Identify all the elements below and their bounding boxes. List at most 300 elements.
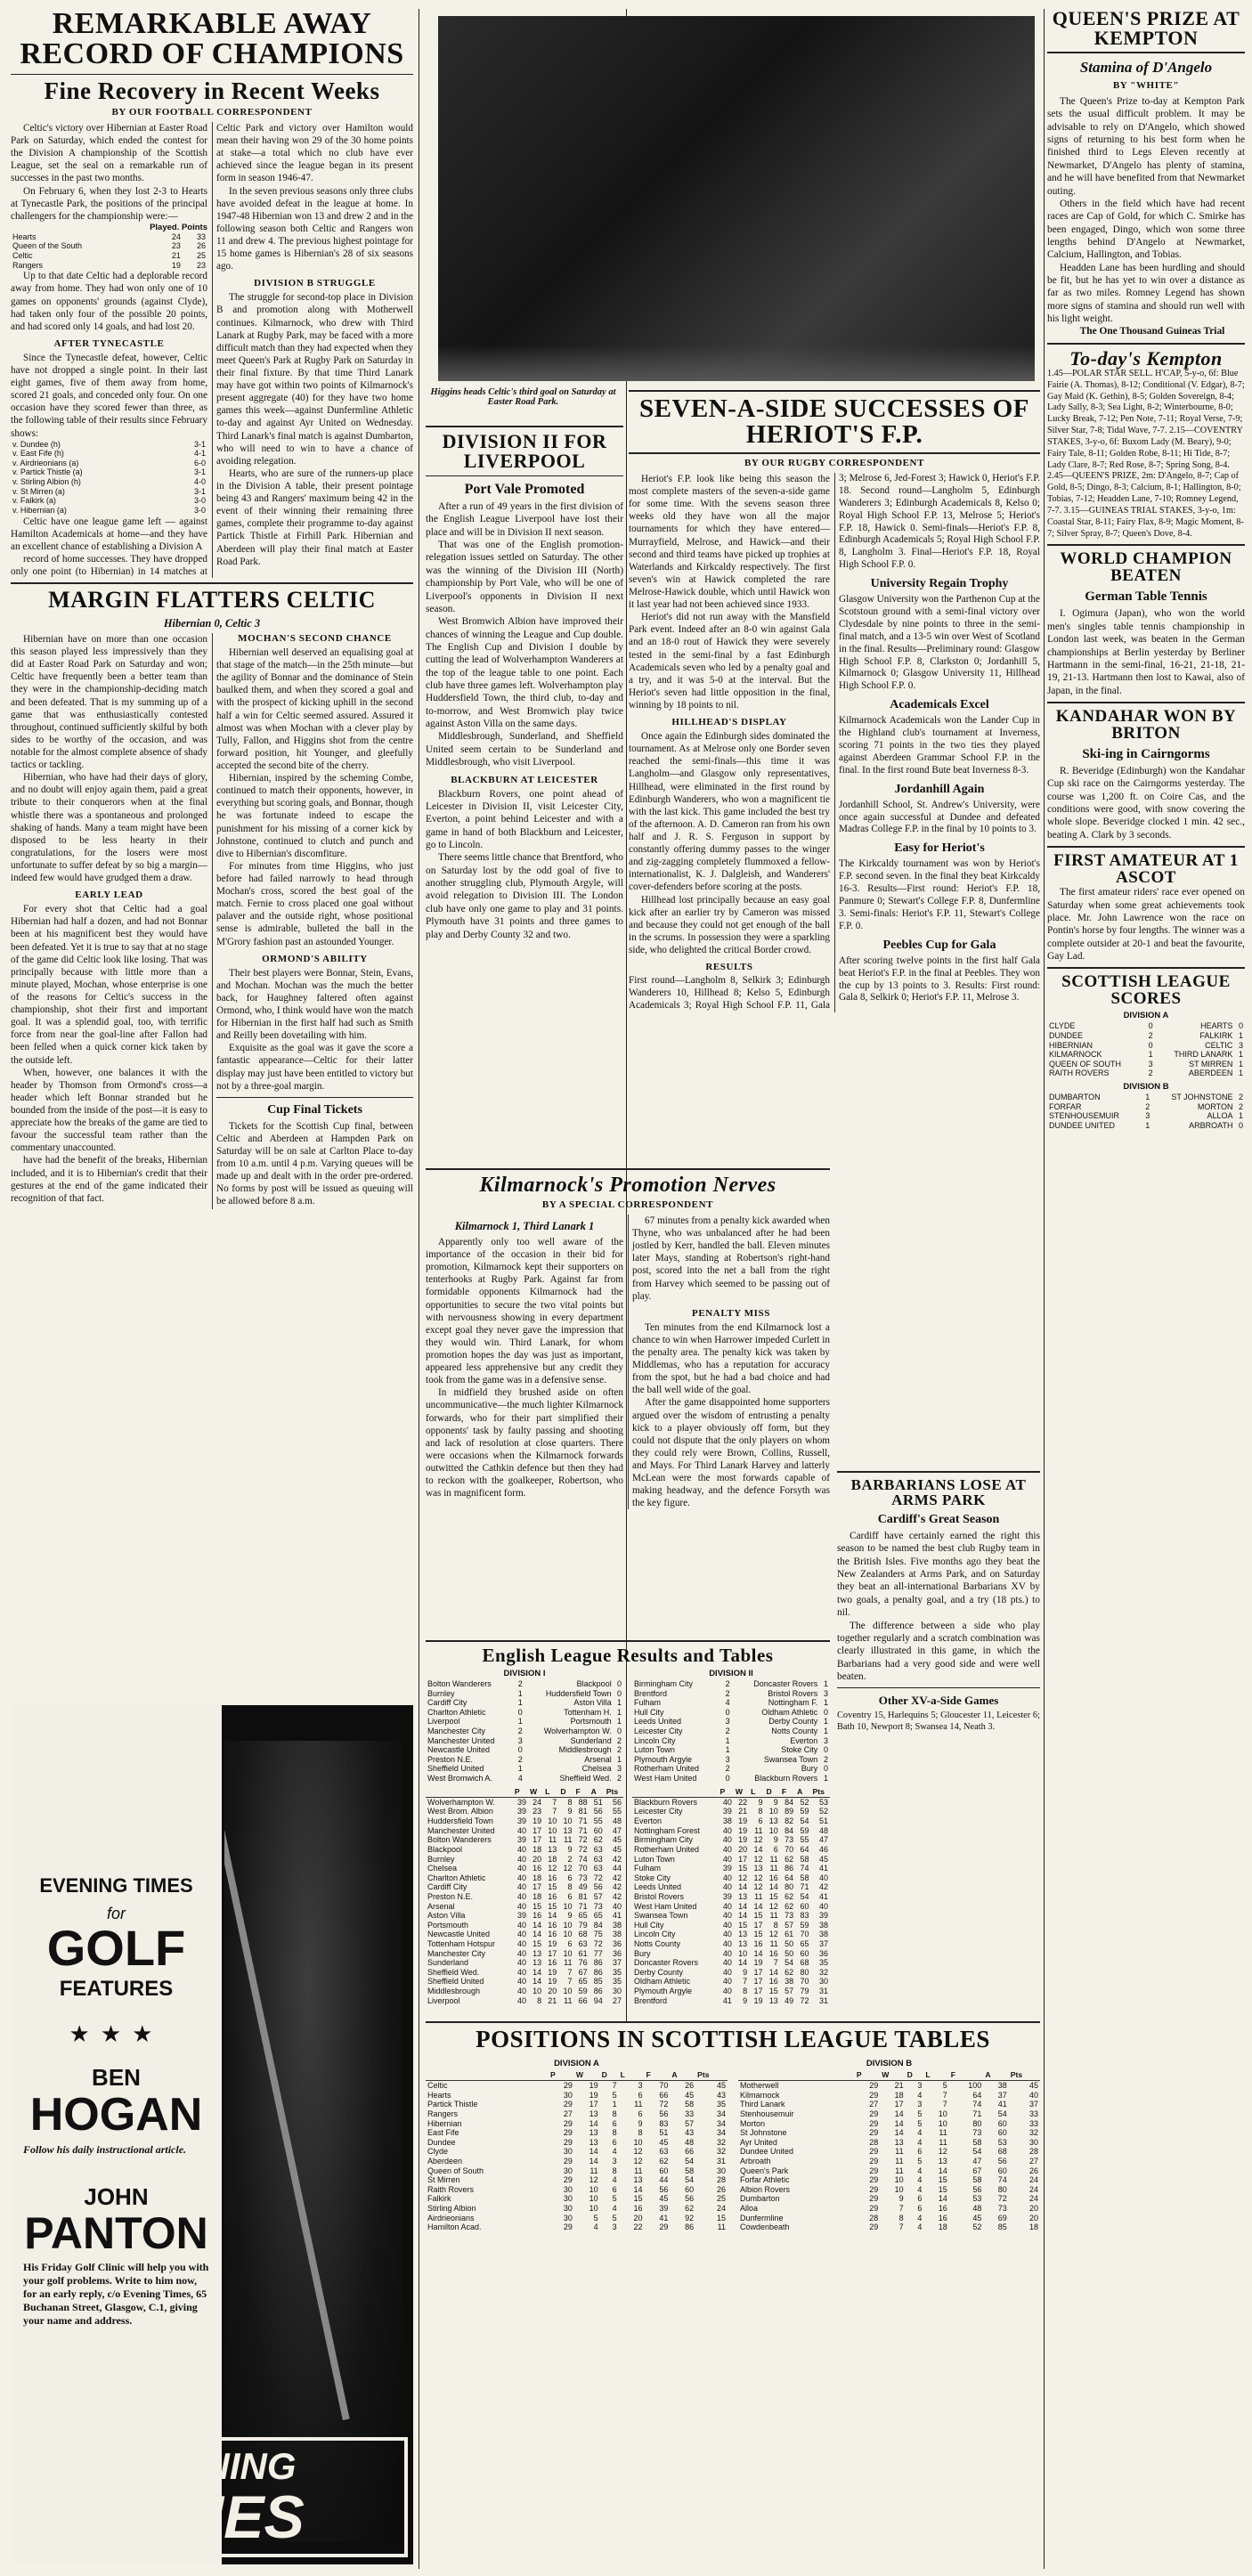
table-cell: 33 — [196, 232, 206, 241]
table-cell: 37 — [1028, 2100, 1038, 2109]
table-cell: Liverpool — [427, 1717, 460, 1727]
table-cell: Preston N.E. — [427, 1891, 474, 1901]
table-cell: 47 — [612, 1825, 622, 1835]
byline: BY OUR FOOTBALL CORRESPONDENT — [111, 107, 313, 118]
table-cell: Everton — [790, 1735, 818, 1745]
table-cell: 100 — [968, 2081, 982, 2091]
column-header: F — [573, 1786, 589, 1798]
table-row — [632, 1816, 830, 1826]
table-cell: Notts County — [771, 1727, 818, 1736]
table-cell: Lincoln City — [634, 1930, 676, 1939]
result-row — [11, 477, 207, 487]
table-cell: 40 — [517, 1891, 527, 1901]
table-cell: Aston Villa — [427, 1911, 466, 1921]
result-row — [426, 1774, 623, 1784]
table-cell: 11 — [634, 2166, 643, 2175]
table-cell: 11 — [548, 1835, 557, 1845]
table-cell: 83 — [800, 1911, 809, 1921]
table-cell: 12 — [753, 1835, 763, 1845]
table-row — [426, 1816, 623, 1826]
paragraph: After the game disappointed home supporters argued over the wisdom of entrusting a penalty kick to a player obviously off form, but they could not dispute that the only players on whom they could rely were Brown, Collins, Russell, and Mays. For Third Lanark Harvey and latterly McLean were the most forwards capable of making headway, and the defence Forsyth was the key figure. — [632, 1397, 830, 1509]
table-cell: Manchester City — [427, 1727, 486, 1736]
table-cell: 4 — [612, 2204, 617, 2214]
column-header: A — [795, 1786, 810, 1798]
table-cell: Sheffield Wed. — [559, 1774, 612, 1784]
result-row — [632, 1708, 830, 1718]
table-cell: 18 — [533, 1844, 542, 1854]
evening-times-golf-advert[interactable] — [11, 1705, 413, 2564]
table-cell: 8 — [898, 2213, 904, 2223]
paragraph: When, however, one balances it with the header by Thomson from Ormond's cross—a header which left Bonnar stranded but he bounded from the inside of the post—it is easy to appreciate how the breaks of the game are tied to favour the successful team rather than the commentary unaccounted. — [11, 1067, 207, 1154]
table-row — [738, 2223, 1040, 2232]
column-header — [632, 1786, 719, 1798]
table-cell: 25 — [716, 2194, 726, 2204]
table-cell: 4 — [917, 2166, 923, 2175]
table-row — [426, 2175, 728, 2185]
subheading: MOCHAN'S SECOND CHANCE — [238, 633, 392, 645]
table-cell: 25 — [196, 251, 206, 261]
table-cell: 40 — [722, 1958, 732, 1968]
table-cell: DUNDEE — [1049, 1030, 1084, 1040]
table-row — [426, 1845, 623, 1855]
paragraph: Hibernian, who have had their days of glory, and no doubt will enjoy again them, paid a great tribute to their conquerors when at the final whistle there was a spontaneous and prolonged shaking of hands. Many a team might have been disposed to be less hearty in their congratulations, for the losers were most unfortunate to suffer defeat by so big a margin—indeed few would have grudged them a draw. — [11, 772, 207, 884]
table-cell: v. Partick Thistle (a) — [12, 467, 83, 477]
table-row — [632, 1864, 830, 1873]
table-cell: 60 — [593, 1825, 603, 1835]
paragraph: There seems little chance that Brentford, who on Saturday lost by the odd goal of five to another struggling club, Plymouth Argyle, will avoid relegation to Division III. The London club have only one game to play and 31 points. Plymouth have 31 points and three games to play and Derby County 32 and two. — [426, 852, 623, 940]
subheading: Easy for Heriot's — [894, 841, 985, 856]
table-row — [426, 1902, 623, 1912]
paragraph: Their best players were Bonnar, Stein, Evans, and Mochan. Mochan was the much the better back, for Haughney faltered often against Ormond, who, I think would have won the match for Hibernian in the first half had such as Smith and Reilly been dovetailing with him. — [216, 967, 413, 1042]
table-cell: 30 — [563, 2166, 573, 2175]
scottish-divisions — [426, 2055, 1040, 2232]
table-cell: 33 — [1028, 2118, 1038, 2128]
column-header: Pts — [605, 1786, 623, 1798]
table-cell: 8 — [743, 1987, 748, 1996]
table-cell: ALLOA — [1207, 1111, 1233, 1121]
table-cell: 40 — [517, 1825, 527, 1835]
table-cell: 11 — [939, 2128, 947, 2138]
table-cell: 16 — [768, 1948, 778, 1958]
table-row — [632, 1826, 830, 1836]
table-cell: 39 — [722, 1807, 732, 1816]
table-cell: Charlton Athletic — [427, 1873, 486, 1882]
table-cell: 42 — [612, 1854, 622, 1864]
table-cell: 10 — [563, 1920, 573, 1930]
result-row — [632, 1717, 830, 1727]
table-cell: 1 — [1238, 1050, 1243, 1060]
table-cell: 11 — [754, 1825, 763, 1835]
table-cell: 0 — [616, 1688, 622, 1698]
table-row — [738, 2147, 1040, 2157]
match-report — [11, 633, 413, 1209]
table-cell: 59 — [578, 1987, 588, 1996]
table-cell: 1 — [517, 1717, 523, 1727]
paragraph: Coventry 15, Harlequins 5; Gloucester 11, Leicester 6; Bath 10, Newport 8; Swansea 14, Neath 3. — [837, 1711, 1040, 1733]
table-cell: 48 — [972, 2204, 982, 2214]
table-cell: 86 — [593, 1967, 603, 1977]
table-cell: 67 — [972, 2166, 982, 2175]
paragraph: Up to that date Celtic had a deplorable record away from home. They had won only one of 10 games on opponents' grounds (against Clyde), had taken only four of the possible 20 points, and had scored only 14 goals, and had lost 20. — [11, 271, 207, 332]
table-cell: 17 — [753, 1977, 763, 1987]
table-cell: 3-0 — [193, 505, 206, 515]
score-row — [1047, 1050, 1245, 1060]
table-cell: 6 — [917, 2147, 923, 2157]
table-row — [426, 1864, 623, 1873]
subhead-port-vale: Port Vale Promoted — [464, 482, 585, 497]
table-cell: 40 — [722, 1938, 732, 1948]
table-cell: 13 — [738, 1891, 748, 1901]
table-cell: Huddersfield Town — [545, 1688, 612, 1698]
standings-row — [11, 241, 207, 251]
table-cell: 29 — [869, 2175, 879, 2185]
paragraph: The first amateur riders' race ever opened on Saturday when some great achievements took place. Mr. John Lawrence won the race on Pontin's horse by four lengths. The winner was a complete outsider at 20-1 and beat the favourite, Gay Lad. — [1047, 887, 1245, 962]
paragraph: Jordanhill School, St. Andrew's University, were once again successful at Dundee and defeated Madras College F.P. in the final by 10 points to 3. — [839, 799, 1040, 835]
table-cell: 7 — [898, 2223, 904, 2232]
table-cell: 55 — [800, 1835, 809, 1845]
table-cell: 17 — [548, 1948, 557, 1958]
table-cell: 9 — [773, 1797, 778, 1807]
table-row — [426, 2081, 728, 2091]
table-row — [632, 1873, 830, 1883]
table-cell: Bolton Wanderers — [427, 1835, 492, 1845]
table-cell: 14 — [589, 2118, 598, 2128]
table-cell: 59 — [800, 1807, 809, 1816]
table-cell: 16 — [753, 1938, 763, 1948]
table-cell: DUMBARTON — [1049, 1092, 1101, 1101]
table-cell: 62 — [785, 1901, 794, 1911]
table-cell: Huddersfield Town — [427, 1816, 493, 1826]
table-cell: 40 — [612, 1901, 622, 1911]
table-cell: 4-0 — [193, 477, 206, 487]
celtic-section — [11, 9, 413, 1696]
table-cell: 3-1 — [193, 486, 206, 496]
table-cell: 17 — [738, 1854, 748, 1864]
table-cell: 40 — [517, 1977, 527, 1987]
table-cell: 46 — [818, 1844, 828, 1854]
table-cell: 12 — [563, 1864, 573, 1873]
standings-table — [11, 232, 207, 270]
result-row — [426, 1708, 623, 1718]
logo-evening: EVENING — [127, 2445, 297, 2487]
table-cell: 75 — [593, 1930, 603, 1939]
table-cell: FORFAR — [1049, 1101, 1082, 1111]
table-cell: 0 — [1238, 1021, 1243, 1031]
table-cell: 39 — [517, 1807, 527, 1816]
table-cell: 72 — [800, 1995, 809, 2005]
table-cell: 1 — [517, 1688, 523, 1698]
table-cell: West Ham United — [634, 1774, 697, 1784]
table-cell: 1 — [616, 1707, 622, 1717]
division-title: DIVISION B — [1123, 1081, 1169, 1092]
table-cell: 65 — [800, 1938, 809, 1948]
table-cell: 14 — [738, 1901, 748, 1911]
table-cell: 8 — [758, 1807, 763, 1816]
table-cell: 39 — [517, 1797, 527, 1807]
table-cell: 40 — [722, 1835, 732, 1845]
table-cell: 74 — [972, 2100, 982, 2109]
table-cell: 3 — [1145, 1111, 1150, 1121]
table-cell: 18 — [533, 1891, 542, 1901]
table-row — [426, 2185, 728, 2195]
table-cell: 6 — [917, 2204, 923, 2214]
paragraph: Since the Tynecastle defeat, however, Celtic have not dropped a single point. In their last eight games, five of them away from home, scored 21 goals, and conceded only four. On one occasion have they scored fewer than three, as the following table of their results since February shows: — [11, 352, 207, 439]
table-cell: 50 — [785, 1938, 794, 1948]
table-cell: Birmingham City — [634, 1679, 694, 1688]
table-cell: 16 — [533, 1864, 542, 1873]
table-cell: 6 — [567, 1938, 573, 1948]
table-header-row — [426, 2069, 728, 2081]
table-cell: 38 — [612, 1930, 622, 1939]
table-cell: 13 — [768, 1816, 778, 1826]
table-cell: Dumbarton — [740, 2194, 780, 2204]
table-cell: 11 — [895, 2147, 904, 2157]
subheading: University Regain Trophy — [870, 577, 1009, 591]
table-cell: 30 — [563, 2194, 573, 2204]
table-cell: 39 — [659, 2204, 669, 2214]
table-cell: Stirling Albion — [427, 2204, 476, 2214]
table-row — [426, 2194, 728, 2204]
headline-kilmarnock: Kilmarnock's Promotion Nerves — [479, 1174, 776, 1197]
table-cell: 49 — [785, 1995, 794, 2005]
headline-margin-flatters: MARGIN FLATTERS CELTIC — [48, 587, 376, 614]
table-cell: 1 — [823, 1774, 828, 1784]
paragraph: Tickets for the Scottish Cup final, between Celtic and Aberdeen at Hampden Park on Saturday will be on sale at Carlton Place to-day from 10 a.m. until 4 p.m. Varying queues will be made up and dealt with in the order pre-ordered. No forms by post will be issued as queuing will be allowed before 8 a.m. — [216, 1120, 413, 1207]
table-cell: 79 — [800, 1987, 809, 1996]
subheading: Peebles Cup for Gala — [882, 938, 996, 952]
table-cell: Celtic — [12, 251, 33, 261]
table-cell: 14 — [894, 2109, 904, 2118]
table-cell: 51 — [593, 1797, 603, 1807]
table-cell: Cardiff City — [427, 1698, 467, 1708]
star-icon: ★★★ — [69, 2021, 164, 2047]
table-row — [632, 1949, 830, 1959]
table-cell: 43 — [716, 2090, 726, 2100]
table-cell: 73 — [997, 2204, 1007, 2214]
score-row — [1047, 1021, 1245, 1031]
table-cell: 17 — [753, 1987, 763, 1996]
table-cell: 15 — [768, 1987, 778, 1996]
table-cell: 15 — [738, 1920, 748, 1930]
table-cell: 35 — [612, 1967, 622, 1977]
table-cell: Blackburn Rovers — [754, 1774, 818, 1784]
table-cell: 14 — [589, 2157, 598, 2166]
table-cell: 64 — [800, 1844, 809, 1854]
paragraph: The difference between a side who play together regularly and a scratch combination was clearly illustrated in this game, in which the Barbarians had a very good side and were well beaten. — [837, 1620, 1040, 1682]
paragraph: Middlesbrough, Sunderland, and Sheffield United seem certain to be Sunderland and Middlesbrough, who visit Liverpool. — [426, 731, 623, 768]
table-cell: 14 — [533, 1977, 542, 1987]
table-cell: Dundee — [427, 2137, 456, 2147]
table-cell: Bolton Wanderers — [427, 1679, 492, 1688]
table-cell: 15 — [753, 1930, 763, 1939]
table-row — [738, 2175, 1040, 2185]
table-cell: Dundee United — [740, 2147, 794, 2157]
table-cell: Luton Town — [634, 1854, 675, 1864]
table-cell: 21 — [171, 251, 181, 261]
table-cell: 15 — [533, 1938, 542, 1948]
table-cell: 15 — [548, 1901, 557, 1911]
paragraph: Celtic have one league game left — against Hamilton Academicals at home—and they have an excellent chance of establishing a Division A — [11, 516, 207, 552]
result-row — [632, 1736, 830, 1746]
table-cell: 12 — [938, 2147, 947, 2157]
hogan-blurb: Follow his daily instructional article. — [23, 2143, 187, 2156]
subheading: ORMOND'S ABILITY — [262, 953, 368, 964]
column-header: A — [983, 2069, 1008, 2081]
table-cell: 1 — [823, 1679, 828, 1688]
table-cell: 4 — [917, 2128, 923, 2138]
result-row — [11, 487, 207, 497]
table-cell: Manchester United — [427, 1735, 495, 1745]
table-cell: 36 — [612, 1948, 622, 1958]
table-cell: Hull City — [634, 1920, 664, 1930]
table-row — [738, 2194, 1040, 2204]
table-cell: 38 — [612, 1920, 622, 1930]
table-cell: 8 — [567, 1882, 573, 1892]
table-row — [426, 2223, 728, 2232]
table-cell: 14 — [738, 1882, 748, 1892]
table-cell: Portsmouth — [427, 1920, 469, 1930]
table-cell: Clyde — [427, 2147, 449, 2157]
table-cell: 1 — [616, 1754, 622, 1764]
paragraph: Once again the Edinburgh sides dominated the tournament. As at Melrose only one Border seven reached the semi-finals—this time it was Langholm—and Glasgow only representatives, Hillhead, were eliminated in the first round by Edinburgh Wanderers, who won a magnificent tie with the last kick. This game included the best try of the afternoon. A. D. Cameron ran from his own half and J. R. S. Ferguson in support by constantly offering dummy passes to the winger and zig-zagging completely flummoxed a fellow-internationalist, K. J. Dalgleish, and Wanderers' cover-defenders before scoring at the posts. — [629, 731, 830, 893]
headline-barbarians: BARBARIANS LOSE AT ARMS PARK — [850, 1476, 1027, 1508]
subheading: PENALTY MISS — [692, 1307, 770, 1319]
table-cell: Airdrieonians — [427, 2213, 475, 2223]
table-cell: 62 — [685, 2204, 695, 2214]
table-cell: 2 — [1148, 1069, 1153, 1078]
subheading: EARLY LEAD — [75, 890, 143, 901]
paragraph: For minutes from time Higgins, who just before had failed narrowly to head through Mochan's cross, scored the best goal of the match. Fernie to cross placed one goal without palaver and the outside right, whose positional sense is admirable, bulleted the ball in the M'Grory fashion past an astounded Younger. — [216, 860, 413, 947]
table-row — [632, 1977, 830, 1987]
table-cell: 73 — [972, 2128, 982, 2138]
table-cell: 1 — [1145, 1092, 1150, 1101]
table-cell: 18 — [938, 2223, 947, 2232]
table-cell: 56 — [593, 1807, 603, 1816]
table-cell: 77 — [593, 1948, 603, 1958]
result-row — [632, 1689, 830, 1699]
table-cell: 29 — [869, 2157, 879, 2166]
table-cell: 83 — [659, 2118, 669, 2128]
table-cell: 31 — [818, 1995, 828, 2005]
table-cell: 2 — [1238, 1101, 1243, 1111]
table-row — [738, 2185, 1040, 2195]
table-cell: 7 — [552, 1807, 557, 1816]
table-cell: 4 — [917, 2223, 923, 2232]
panton-blurb: His Friday Golf Clinic will help you with your golf problems. Write to him now, for an early reply, c/o Evening Times, 65 Buchanan Street, Glasgow, C.1, giving your name and address. — [23, 2261, 209, 2327]
table-cell: 52 — [818, 1807, 828, 1816]
column-header: Pts — [695, 2069, 728, 2081]
table-cell: 11 — [939, 2137, 947, 2147]
result-row — [426, 1745, 623, 1755]
table-cell: 3-0 — [193, 496, 206, 506]
table-cell: 29 — [563, 2118, 573, 2128]
table-cell: St Johnstone — [740, 2128, 787, 2138]
result-row — [11, 440, 207, 450]
table-cell: 5 — [593, 2213, 598, 2223]
table-cell: Liverpool — [427, 1995, 460, 2005]
match-photo — [438, 16, 1035, 381]
table-cell: 4 — [917, 2184, 923, 2194]
standings-row — [11, 261, 207, 271]
table-cell: 14 — [548, 1911, 557, 1921]
table-cell: 82 — [785, 1816, 794, 1826]
score-line: Kilmarnock 1, Third Lanark 1 — [454, 1220, 595, 1232]
paragraph: Kilmarnock Academicals won the Lander Cup in the Highland club's tournament at Inverness, scoring 71 points in the two ties they played against Aberdeen Grammar School F.P. in the final. In the first round Bute beat Inverness 8-3. — [839, 715, 1040, 776]
table-cell: 58 — [685, 2100, 695, 2109]
score-row — [1047, 1041, 1245, 1051]
table-cell: 48 — [818, 1825, 828, 1835]
table-cell: CELTIC — [1205, 1040, 1233, 1050]
table-cell: Albion Rovers — [740, 2184, 791, 2194]
table-cell: 15 — [548, 1882, 557, 1892]
table-cell: 30 — [563, 2147, 573, 2157]
table-cell: 29 — [659, 2223, 669, 2232]
table-row — [738, 2166, 1040, 2176]
table-cell: Rotherham United — [634, 1764, 700, 1774]
table-row — [426, 1826, 623, 1836]
table-cell: Stoke City — [781, 1745, 818, 1755]
table-cell: Swansea Town — [634, 1911, 688, 1921]
table-cell: 40 — [722, 1948, 732, 1958]
table-cell: Leeds United — [634, 1717, 682, 1727]
table-cell: 2 — [517, 1754, 523, 1764]
table-cell: Falkirk — [427, 2194, 451, 2204]
table-cell: 53 — [997, 2137, 1007, 2147]
league-table — [426, 1786, 623, 2006]
table-cell: 8 — [612, 2109, 617, 2118]
panton-last: PANTON — [24, 2208, 208, 2258]
table-cell: 54 — [997, 2109, 1007, 2118]
table-cell: Bury — [801, 1764, 818, 1774]
table-cell: 2 — [823, 1754, 828, 1764]
table-row — [632, 1835, 830, 1845]
table-row — [426, 1911, 623, 1921]
table-cell: 86 — [785, 1864, 794, 1873]
table-row — [426, 2214, 728, 2223]
table-cell: 7 — [773, 1958, 778, 1968]
table-row — [426, 2128, 728, 2138]
table-cell: 18 — [894, 2090, 904, 2100]
table-cell: 5 — [612, 2090, 617, 2100]
table-cell: 10 — [768, 1825, 778, 1835]
table-cell: Chelsea — [581, 1764, 612, 1774]
result-row — [426, 1717, 623, 1727]
table-cell: 47 — [972, 2157, 982, 2166]
table-cell: 1 — [612, 2100, 617, 2109]
division-title: DIVISION A — [554, 2059, 599, 2068]
table-cell: Tottenham H. — [564, 1707, 612, 1717]
table-cell: 13 — [894, 2137, 904, 2147]
table-cell: 60 — [997, 2166, 1007, 2175]
table-cell: Alloa — [740, 2204, 759, 2214]
table-cell: 13 — [768, 1995, 778, 2005]
table-cell: 72 — [578, 1844, 588, 1854]
table-cell: Aberdeen — [427, 2157, 463, 2166]
table-cell: 20 — [548, 1987, 557, 1996]
table-cell: 72 — [593, 1873, 603, 1882]
table-cell: 38 — [722, 1816, 732, 1826]
table-cell: 29 — [563, 2100, 573, 2109]
table-cell: 64 — [785, 1873, 794, 1882]
table-cell: 40 — [517, 1938, 527, 1948]
column-header: F — [780, 1786, 795, 1798]
table-cell: 56 — [997, 2157, 1007, 2166]
table-cell: 3 — [823, 1735, 828, 1745]
table-cell: 54 — [800, 1816, 809, 1826]
table-cell: 1 — [725, 1745, 730, 1755]
table-cell: 68 — [800, 1958, 809, 1968]
table-cell: 39 — [517, 1816, 527, 1826]
